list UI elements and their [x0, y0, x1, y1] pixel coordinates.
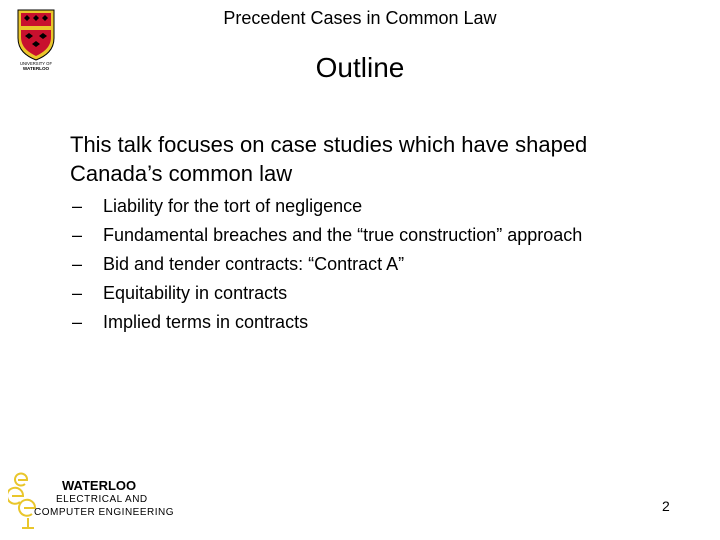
page-number: 2 [662, 498, 670, 514]
bullet-text: Bid and tender contracts: “Contract A” [103, 254, 405, 274]
footer-dept-line1: ELECTRICAL AND [56, 494, 148, 505]
bullet-item [72, 308, 582, 337]
bullet-text: Fundamental breaches and the “true construction” approach [103, 225, 583, 245]
header-title: Precedent Cases in Common Law [223, 8, 497, 28]
bullet-list [72, 192, 582, 337]
bullet-item [72, 221, 582, 250]
bullet-text: Liability for the tort of negligence [103, 196, 363, 216]
slide-title: Outline [315, 52, 405, 83]
footer-org-name: WATERLOO [62, 478, 137, 493]
bullet-dash: – [72, 283, 83, 303]
bullet-item [72, 279, 582, 308]
ece-logo-icon [8, 472, 48, 530]
bullet-dash: – [72, 312, 83, 332]
footer-dept-line2: COMPUTER ENGINEERING [34, 507, 175, 518]
bullet-text: Implied terms in contracts [103, 312, 309, 332]
bullet-item [72, 192, 582, 221]
bullet-dash: – [72, 254, 83, 274]
svg-text:WATERLOO: WATERLOO [22, 66, 50, 71]
bullet-dash: – [72, 225, 83, 245]
bullet-item [72, 250, 582, 279]
bullet-text: Equitability in contracts [103, 283, 288, 303]
intro-text: This talk focuses on case studies which have shaped Canada’s common law [70, 132, 588, 186]
bullet-dash: – [72, 196, 83, 216]
svg-text:UNIVERSITY OF: UNIVERSITY OF [19, 61, 53, 66]
